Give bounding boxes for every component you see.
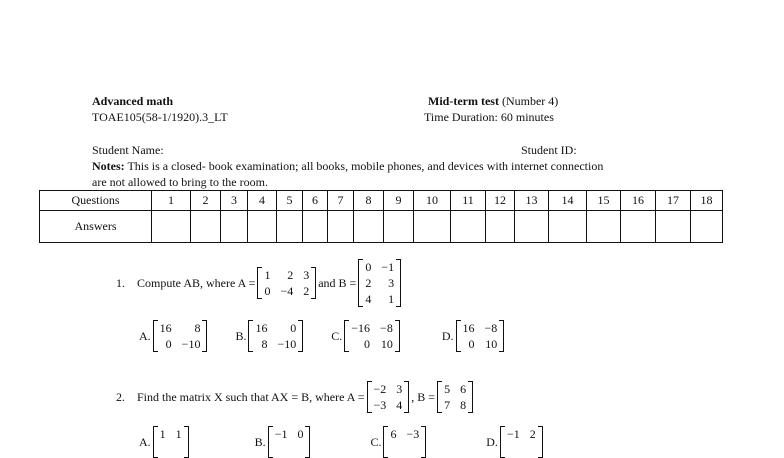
bracket-right <box>202 320 207 352</box>
matrix-entry: 2 <box>365 276 372 290</box>
question-number-cell: 7 <box>328 191 354 211</box>
question-number-cell: 9 <box>384 191 414 211</box>
matrix-entry: −1 <box>506 427 520 441</box>
test-title: Mid-term test <box>428 94 499 108</box>
bracket-right <box>538 426 543 458</box>
answer-cell[interactable] <box>656 211 691 243</box>
matrix-entry: −4 <box>280 284 294 298</box>
answer-cell[interactable] <box>191 211 221 243</box>
matrix-entry: −3 <box>406 427 420 441</box>
answer-cell[interactable] <box>486 211 515 243</box>
questions-row <box>40 191 723 211</box>
q2-option-a-matrix <box>153 426 189 458</box>
question-number-cell: 11 <box>451 191 486 211</box>
matrix-entry: 0 <box>165 337 172 351</box>
answers-row <box>40 211 723 243</box>
question-2-matrix-b <box>437 381 473 413</box>
question-1 <box>116 262 403 304</box>
course-code: TOAE105(58-1/1920).3_LT <box>92 110 228 124</box>
notes <box>92 159 603 173</box>
question-number-cell: 15 <box>587 191 621 211</box>
matrix-entry: −10 <box>277 337 297 351</box>
question-2-options <box>139 426 545 458</box>
q1-option-b-matrix <box>248 320 303 352</box>
matrix-entry: 5 <box>444 382 451 396</box>
matrix-entry: 10 <box>485 337 498 351</box>
test-number: (Number 4) <box>501 94 559 108</box>
matrix-entry: −8 <box>484 321 498 335</box>
bracket-right <box>499 320 504 352</box>
matrix-entry: −2 <box>373 382 387 396</box>
matrix-entry: 7 <box>444 398 451 412</box>
answer-cell[interactable] <box>248 211 277 243</box>
q2-option-a-label: A. <box>139 434 151 449</box>
student-name-label: Student Name: <box>92 143 164 157</box>
matrix-entry: −1 <box>274 427 288 441</box>
matrix-entry: 16 <box>255 321 268 335</box>
answer-cell[interactable] <box>549 211 587 243</box>
matrix-entry: 0 <box>364 337 371 351</box>
answer-cell[interactable] <box>384 211 414 243</box>
course-title: Advanced math <box>92 94 174 108</box>
matrix-entry: 8 <box>261 337 268 351</box>
time-duration: Time Duration: 60 minutes <box>424 110 554 124</box>
question-1-joiner: and B = <box>318 275 357 290</box>
matrix-entry: 4 <box>396 398 403 412</box>
q1-option-d-label: D. <box>441 328 454 343</box>
q1-option-a-label: A. <box>139 328 151 343</box>
matrix-entry: 3 <box>388 276 395 290</box>
answer-cell[interactable] <box>515 211 549 243</box>
matrix-entry: 16 <box>462 321 475 335</box>
answer-cell[interactable] <box>354 211 384 243</box>
q2-option-b-label: B. <box>254 434 266 449</box>
matrix-entry: 0 <box>264 284 271 298</box>
matrix-entry: 1 <box>388 292 395 306</box>
matrix-entry: 10 <box>380 337 393 351</box>
matrix-entry: −16 <box>351 321 371 335</box>
answer-cell[interactable] <box>277 211 303 243</box>
q1-option-c-matrix <box>344 320 400 352</box>
question-number-cell: 6 <box>303 191 328 211</box>
matrix-entry: 0 <box>468 337 475 351</box>
question-number-cell: 3 <box>221 191 248 211</box>
bracket-right <box>184 426 189 458</box>
matrix-entry: −8 <box>380 321 393 335</box>
question-number-cell: 18 <box>691 191 723 211</box>
bracket-right <box>311 267 316 299</box>
question-number-cell: 17 <box>656 191 691 211</box>
bracket-right <box>396 259 401 307</box>
matrix-entry: 8 <box>460 398 467 412</box>
q2-option-d-label: D. <box>486 434 498 449</box>
question-2-matrix-a <box>367 381 410 413</box>
matrix-entry: 1 <box>264 268 271 282</box>
question-1-matrix-a <box>257 267 316 299</box>
question-1-options <box>139 320 506 352</box>
bracket-right <box>298 320 303 352</box>
matrix-entry: 0 <box>365 260 372 274</box>
matrix-entry: 16 <box>159 321 172 335</box>
question-number-cell: 14 <box>549 191 587 211</box>
matrix-entry: 3 <box>303 268 310 282</box>
notes-line-2: are not allowed to bring to the room. <box>92 175 268 189</box>
answer-cell[interactable] <box>621 211 656 243</box>
q2-option-c-matrix <box>383 426 426 458</box>
question-number-cell: 2 <box>191 191 221 211</box>
matrix-entry: 3 <box>396 382 403 396</box>
test-heading <box>428 94 558 108</box>
answer-cell[interactable] <box>414 211 451 243</box>
notes-label: Notes: <box>92 159 125 173</box>
matrix-entry <box>507 443 520 457</box>
matrix-entry: 6 <box>390 427 397 441</box>
notes-line-1: This is a closed- book examination; all books, mobile phones, and devices with internet connection <box>124 159 604 173</box>
matrix-entry <box>406 443 419 457</box>
matrix-entry: 8 <box>194 321 201 335</box>
q2-option-b-matrix <box>268 426 311 458</box>
answer-cell[interactable] <box>221 211 248 243</box>
matrix-entry <box>275 443 288 457</box>
question-number-cell: 4 <box>248 191 277 211</box>
question-number-cell: 8 <box>354 191 384 211</box>
question-2 <box>116 381 475 413</box>
question-1-number: 1. <box>116 275 125 290</box>
bracket-right <box>395 320 400 352</box>
matrix-entry: −1 <box>381 260 395 274</box>
matrix-entry: 2 <box>529 427 536 441</box>
question-number-cell: 16 <box>621 191 656 211</box>
matrix-entry: 1 <box>175 427 182 441</box>
answer-cell[interactable] <box>328 211 354 243</box>
answer-cell[interactable] <box>451 211 486 243</box>
question-2-joiner: , B = <box>411 389 436 404</box>
question-number-cell: 13 <box>515 191 549 211</box>
answer-cell[interactable] <box>303 211 328 243</box>
bracket-right <box>305 426 310 458</box>
question-1-matrix-b <box>358 259 401 307</box>
questions-row-label: Questions <box>40 191 152 211</box>
answer-table <box>39 190 723 243</box>
question-number-cell: 1 <box>152 191 191 211</box>
bracket-right <box>421 426 426 458</box>
answer-cell[interactable] <box>587 211 621 243</box>
matrix-entry <box>176 443 182 457</box>
q1-option-b-label: B. <box>235 328 247 343</box>
matrix-entry: −3 <box>373 398 387 412</box>
answer-cell[interactable] <box>152 211 191 243</box>
question-1-text: Compute AB, where A = <box>137 275 256 290</box>
question-2-text: Find the matrix X such that AX = B, where A = <box>137 389 365 404</box>
matrix-entry: 2 <box>303 284 310 298</box>
matrix-entry: 0 <box>297 427 304 441</box>
q2-option-c-label: C. <box>370 434 382 449</box>
answer-cell[interactable] <box>691 211 723 243</box>
answers-row-label: Answers <box>40 211 152 243</box>
matrix-entry <box>530 443 536 457</box>
matrix-entry: 1 <box>159 427 166 441</box>
student-id-label: Student ID: <box>521 143 577 157</box>
matrix-entry <box>390 443 396 457</box>
q2-option-d-matrix <box>500 426 543 458</box>
matrix-entry: 2 <box>287 268 294 282</box>
question-number-cell: 10 <box>414 191 451 211</box>
q1-option-d-matrix <box>456 320 505 352</box>
matrix-entry: −10 <box>181 337 201 351</box>
question-number-cell: 12 <box>486 191 515 211</box>
matrix-entry <box>160 443 166 457</box>
q1-option-a-matrix <box>153 320 208 352</box>
matrix-entry: 0 <box>290 321 297 335</box>
matrix-entry: 6 <box>460 382 467 396</box>
q1-option-c-label: C. <box>331 328 343 343</box>
matrix-entry: 4 <box>365 292 372 306</box>
question-2-number: 2. <box>116 389 125 404</box>
bracket-right <box>468 381 473 413</box>
matrix-entry <box>297 443 303 457</box>
question-number-cell: 5 <box>277 191 303 211</box>
bracket-right <box>404 381 409 413</box>
